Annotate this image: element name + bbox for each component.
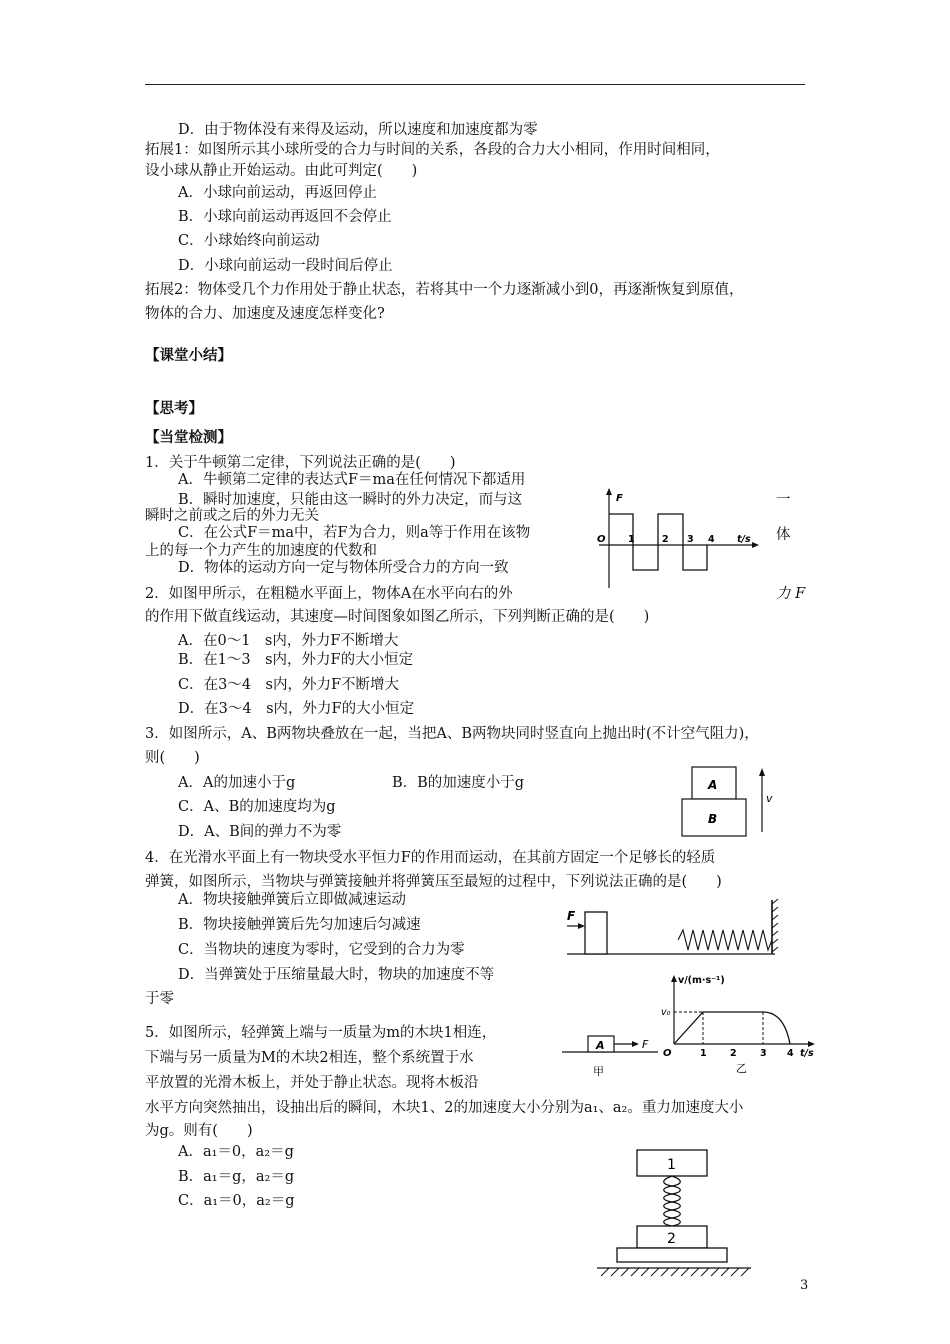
block-b-label: B: [708, 812, 718, 826]
block-pulled-figure: [560, 1030, 660, 1080]
extension-2-line1: 拓展2：物体受几个力作用处于静止状态，若将其中一个力逐渐减小到0，再逐渐恢复到原值，: [145, 282, 744, 298]
q5-line2: 下端与另一质量为M的木块2相连，整个系统置于水: [145, 1050, 474, 1066]
q5-line1: 5．如图所示，轻弹簧上端与一质量为m的木块1相连，: [145, 1025, 497, 1041]
f2b-tick-4: 4: [787, 1048, 794, 1059]
f2b-tick-2: 2: [730, 1048, 737, 1059]
ext1-option-c: C．小球始终向前运动: [178, 233, 320, 249]
side-fragment-2: 体: [776, 527, 791, 543]
q4-stem-line2: 弹簧，如图所示，当物块与弹簧接触并将弹簧压至最短的过程中，下列说法正确的是( ): [145, 874, 722, 890]
q4-option-d-line1: D．当弹簧处于压缩量最大时，物块的加速度不等: [178, 967, 495, 983]
ext1-option-b: B．小球向前运动再返回不会停止: [178, 209, 392, 225]
q3-option-a: A．A的加速小于g: [178, 775, 296, 791]
q5-option-a: A．a₁＝0，a₂＝g: [178, 1144, 294, 1160]
q5-line3: 平放置的光滑木板上，并处于静止状态。现将木板沿: [145, 1075, 479, 1091]
f1-tick-4: 4: [708, 534, 715, 545]
q3-stem-line2: 则( ): [145, 750, 200, 766]
f1-tick-3: 3: [687, 534, 694, 545]
f2a-force-label: F: [642, 1038, 649, 1051]
q3-option-d: D．A、B间的弹力不为零: [178, 824, 342, 840]
f1-xlabel: t/s: [737, 534, 751, 545]
q4-option-b: B．物块接触弹簧后先匀加速后匀减速: [178, 917, 421, 933]
block-2-label: 2: [667, 1231, 676, 1247]
extension-1-line2: 设小球从静止开始运动。由此可判定( ): [145, 163, 418, 179]
ext1-option-d: D．小球向前运动一段时间后停止: [178, 258, 393, 274]
q3-option-c: C．A、B的加速度均为g: [178, 799, 336, 815]
f2b-tick-1: 1: [700, 1048, 707, 1059]
q5-option-c: C．a₁＝0，a₂＝g: [178, 1193, 295, 1209]
q1-option-c-line1: C．在公式F＝ma中，若F为合力，则a等于作用在该物: [178, 525, 531, 541]
q2-stem-line2: 的作用下做直线运动，其速度—时间图象如图乙所示，下列判断正确的是( ): [145, 609, 650, 625]
f4-force-label: F: [567, 909, 576, 923]
stacked-blocks-figure: [680, 762, 790, 842]
q1-option-b-line2: 瞬时之前或之后的外力无关: [145, 508, 319, 524]
q3-stem-line1: 3．如图所示，A、B两物块叠放在一起，当把A、B两物块同时竖直向上抛出时(不计空气阻力)，: [145, 726, 759, 742]
heading-test: 【当堂检测】: [145, 429, 232, 446]
f2a-caption: 甲: [593, 1065, 604, 1078]
block-a-label: A: [708, 778, 718, 792]
f2b-v0: v₀: [661, 1007, 671, 1018]
heading-summary: 【课堂小结】: [145, 347, 232, 364]
page-number: 3: [800, 1278, 809, 1293]
f1-tick-1: 1: [628, 534, 635, 545]
block-1-label: 1: [667, 1157, 676, 1173]
q2-option-b: B．在1～3 s内，外力F的大小恒定: [178, 652, 414, 668]
f2b-tick-3: 3: [760, 1048, 767, 1059]
q4-stem-line1: 4．在光滑水平面上有一物块受水平恒力F的作用而运动，在其前方固定一个足够长的轻质: [145, 850, 716, 866]
extension-2-line2: 物体的合力、加速度及速度怎样变化?: [145, 306, 385, 322]
f2b-origin: O: [663, 1048, 672, 1059]
f2b-xlabel: t/s: [800, 1048, 814, 1059]
q5-line4: 水平方向突然抽出，设抽出后的瞬间，木块1、2的加速度大小分别为a₁、a₂。重力加速度大小: [145, 1100, 744, 1116]
f1-origin: O: [597, 534, 606, 545]
q2-option-d: D．在3～4 s内，外力F的大小恒定: [178, 701, 415, 717]
q4-option-a: A．物块接触弹簧后立即做减速运动: [178, 892, 406, 908]
q1-option-c-line2: 上的每一个力产生的加速度的代数和: [145, 543, 377, 559]
f2a-block-label: A: [596, 1039, 605, 1052]
q1-option-b-line1: B．瞬时加速度，只能由这一瞬时的外力决定，而与这: [178, 492, 523, 508]
option-d-prev: D．由于物体没有来得及运动，所以速度和加速度都为零: [178, 122, 538, 138]
q3-option-b: B．B的加速度小于g: [392, 775, 525, 791]
q1-option-d: D．物体的运动方向一定与物体所受合力的方向一致: [178, 560, 509, 576]
side-fragment-1: 一: [776, 492, 791, 508]
velocity-label: v: [766, 792, 773, 805]
f1-tick-2: 2: [662, 534, 669, 545]
q2-option-a: A．在0～1 s内，外力F不断增大: [178, 633, 399, 649]
q4-option-d-line2: 于零: [145, 991, 174, 1007]
block-spring-figure: [565, 898, 780, 960]
spring-blocks-figure: [595, 1148, 755, 1278]
f2b-ylabel: v/(m·s⁻¹): [678, 975, 725, 986]
f2b-caption: 乙: [736, 1062, 747, 1075]
side-fragment-3: 力 F: [776, 586, 806, 602]
header-rule: [145, 84, 805, 85]
ext1-option-a: A．小球向前运动，再返回停止: [178, 185, 377, 201]
q1-option-a: A．牛顿第二定律的表达式F＝ma在任何情况下都适用: [178, 472, 526, 488]
q5-option-b: B．a₁＝g，a₂＝g: [178, 1169, 295, 1185]
q4-option-c: C．当物块的速度为零时，它受到的合力为零: [178, 942, 465, 958]
q5-line5: 为g。则有( ): [145, 1123, 253, 1139]
extension-1-line1: 拓展1：如图所示其小球所受的合力与时间的关系，各段的合力大小相同，作用时间相同，: [145, 142, 720, 158]
q2-option-c: C．在3～4 s内，外力F不断增大: [178, 677, 400, 693]
velocity-time-graph: [660, 972, 820, 1077]
f1-ylabel: F: [616, 493, 623, 504]
heading-think: 【思考】: [145, 400, 203, 417]
q2-stem-line1: 2．如图甲所示，在粗糙水平面上，物体A在水平向右的外: [145, 586, 513, 602]
q1-stem: 1．关于牛顿第二定律，下列说法正确的是( ): [145, 455, 456, 471]
force-time-graph: [595, 488, 765, 588]
